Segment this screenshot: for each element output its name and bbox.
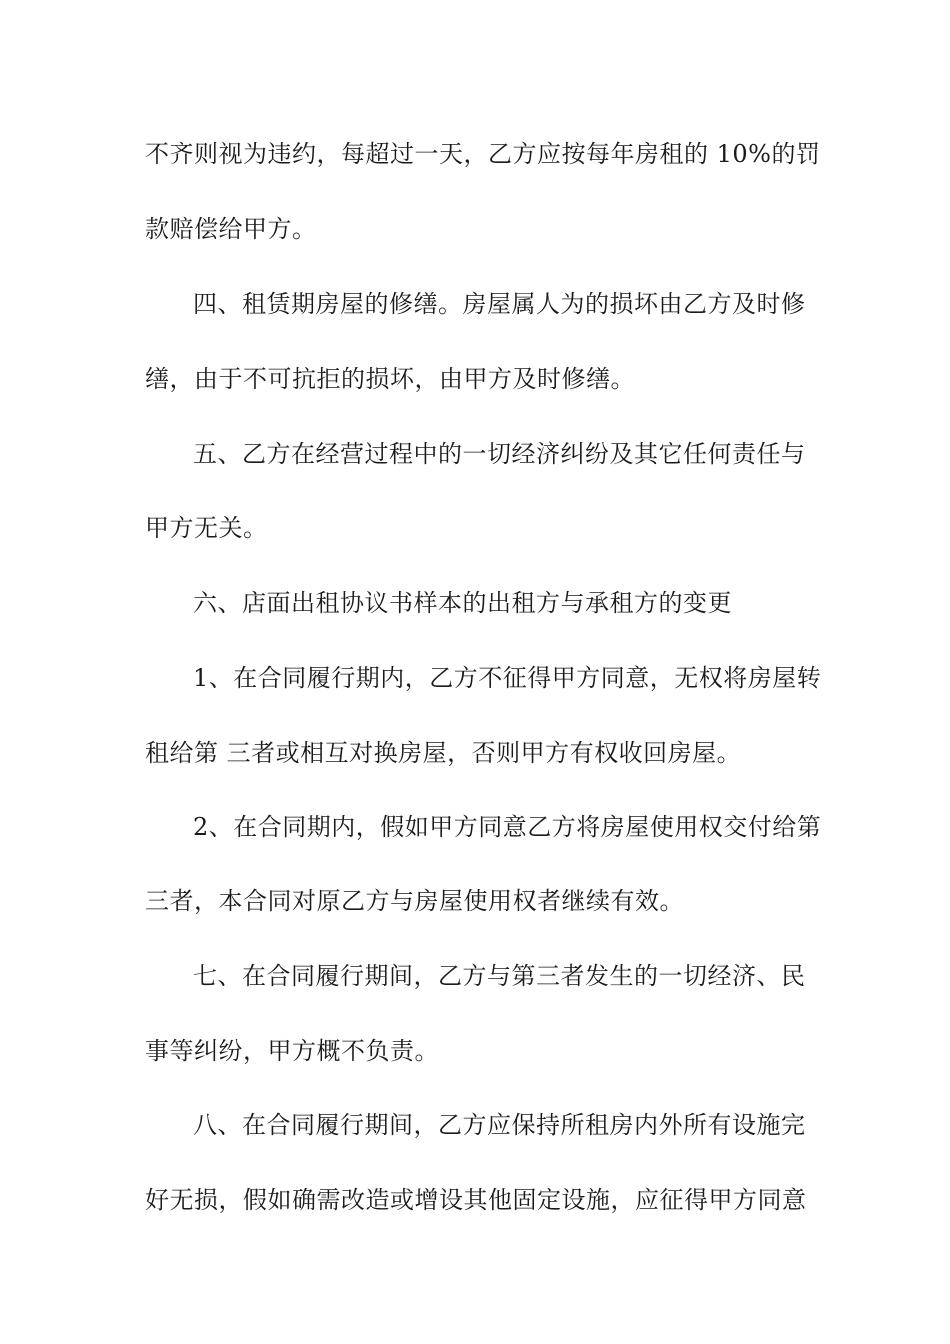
text-line: 六、店面出租协议书样本的出租方与承租方的变更 (193, 589, 732, 617)
text-line: 不齐则视为违约，每超过一天，乙方应按每年房租的 10%的罚 (145, 140, 821, 168)
text-line: 七、在合同履行期间，乙方与第三者发生的一切经济、民 (193, 962, 806, 990)
text-line: 八、在合同履行期间，乙方应保持所租房内外所有设施完 (193, 1111, 806, 1139)
text-line: 甲方无关。 (145, 514, 268, 542)
text-line: 好无损，假如确需改造或增设其他固定设施，应征得甲方同意 (145, 1186, 807, 1214)
text-line: 1、在合同履行期内，乙方不征得甲方同意，无权将房屋转 (193, 664, 822, 692)
text-line: 五、乙方在经营过程中的一切经济纠纷及其它任何责任与 (193, 440, 806, 468)
text-line: 2、在合同期内，假如甲方同意乙方将房屋使用权交付给第 (193, 813, 822, 841)
text-line: 租给第 三者或相互对换房屋，否则甲方有权收回房屋。 (145, 739, 742, 767)
text-line: 事等纠纷，甲方概不负责。 (145, 1037, 439, 1065)
text-line: 四、租赁期房屋的修缮。房屋属人为的损坏由乙方及时修 (193, 290, 806, 318)
text-line: 缮，由于不可抗拒的损坏，由甲方及时修缮。 (145, 365, 635, 393)
text-line: 款赔偿给甲方。 (145, 215, 317, 243)
text-line: 三者，本合同对原乙方与房屋使用权者继续有效。 (145, 887, 684, 915)
